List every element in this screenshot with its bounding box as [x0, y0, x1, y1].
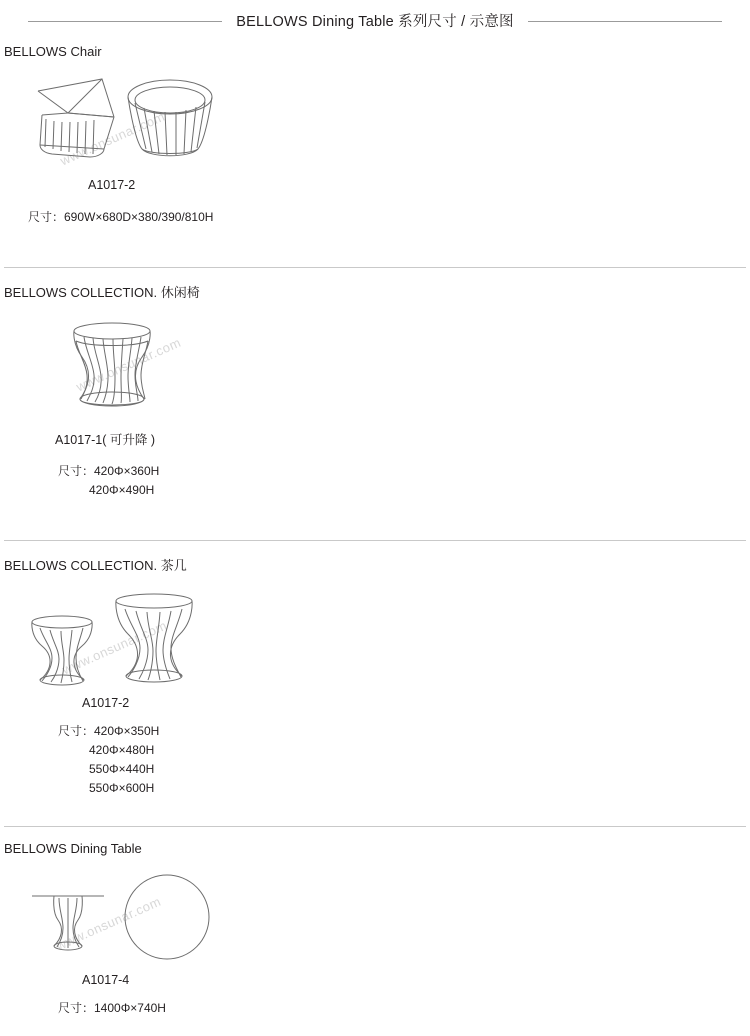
section-title: BELLOWS COLLECTION. 休闲椅 [4, 285, 200, 300]
section-bellows-chair [0, 44, 750, 268]
coffee-table-large-drawing [112, 592, 212, 687]
dimension-line: 420Φ×480H [89, 743, 155, 757]
section-title: BELLOWS COLLECTION. 茶几 [4, 558, 187, 573]
figure-caption: A1017-2 [88, 178, 136, 192]
watermark: www.onsunar.com [59, 617, 170, 678]
watermark: www.onsunar.com [53, 893, 164, 954]
section-bellows-dining-table [0, 841, 750, 1036]
lounge-chair-drawing [60, 319, 220, 424]
dimensions-block [28, 208, 750, 227]
dimensions-block [58, 462, 750, 500]
watermark: www.onsunar.com [57, 108, 168, 169]
figure-caption: A1017-2 [82, 696, 130, 710]
dimensions-block [58, 722, 750, 798]
figure-lounge-chair [0, 319, 750, 424]
figure-coffee-tables [0, 592, 750, 692]
dimension-line: 尺寸：420Φ×350H [58, 724, 160, 738]
section-divider [4, 826, 746, 827]
dimension-line: 尺寸：420Φ×360H [58, 464, 160, 478]
watermark: www.onsunar.com [73, 334, 184, 395]
dimension-line: 尺寸：1400Φ×740H [58, 1001, 166, 1015]
coffee-table-small-drawing [28, 614, 108, 689]
figure-caption: A1017-1( 可升降 ) [55, 433, 156, 447]
chair-front-view-drawing [120, 69, 320, 174]
header-rule-right [528, 21, 722, 22]
figure-bellows-chair [0, 69, 750, 174]
section-bellows-lounge-chair [0, 282, 750, 541]
dimension-line: 550Φ×600H [89, 781, 155, 795]
figure-caption: A1017-4 [82, 973, 130, 987]
section-title: BELLOWS Chair [4, 44, 102, 59]
figure-dining-table [0, 872, 750, 967]
section-title: BELLOWS Dining Table [4, 841, 142, 856]
header-rule-left [28, 21, 222, 22]
section-bellows-coffee-table [0, 555, 750, 827]
dining-table-side-view-drawing [28, 886, 118, 966]
dining-table-top-view-drawing [112, 872, 222, 967]
section-divider [4, 540, 746, 541]
dimension-line: 550Φ×440H [89, 762, 155, 776]
dimensions-block [58, 999, 750, 1018]
page-header [0, 0, 750, 30]
dimension-line: 420Φ×490H [89, 483, 155, 497]
page-title: BELLOWS Dining Table 系列尺寸 / 示意图 [236, 13, 514, 30]
dimension-line: 尺寸：690W×680D×380/390/810H [28, 210, 214, 224]
section-divider [4, 267, 746, 268]
